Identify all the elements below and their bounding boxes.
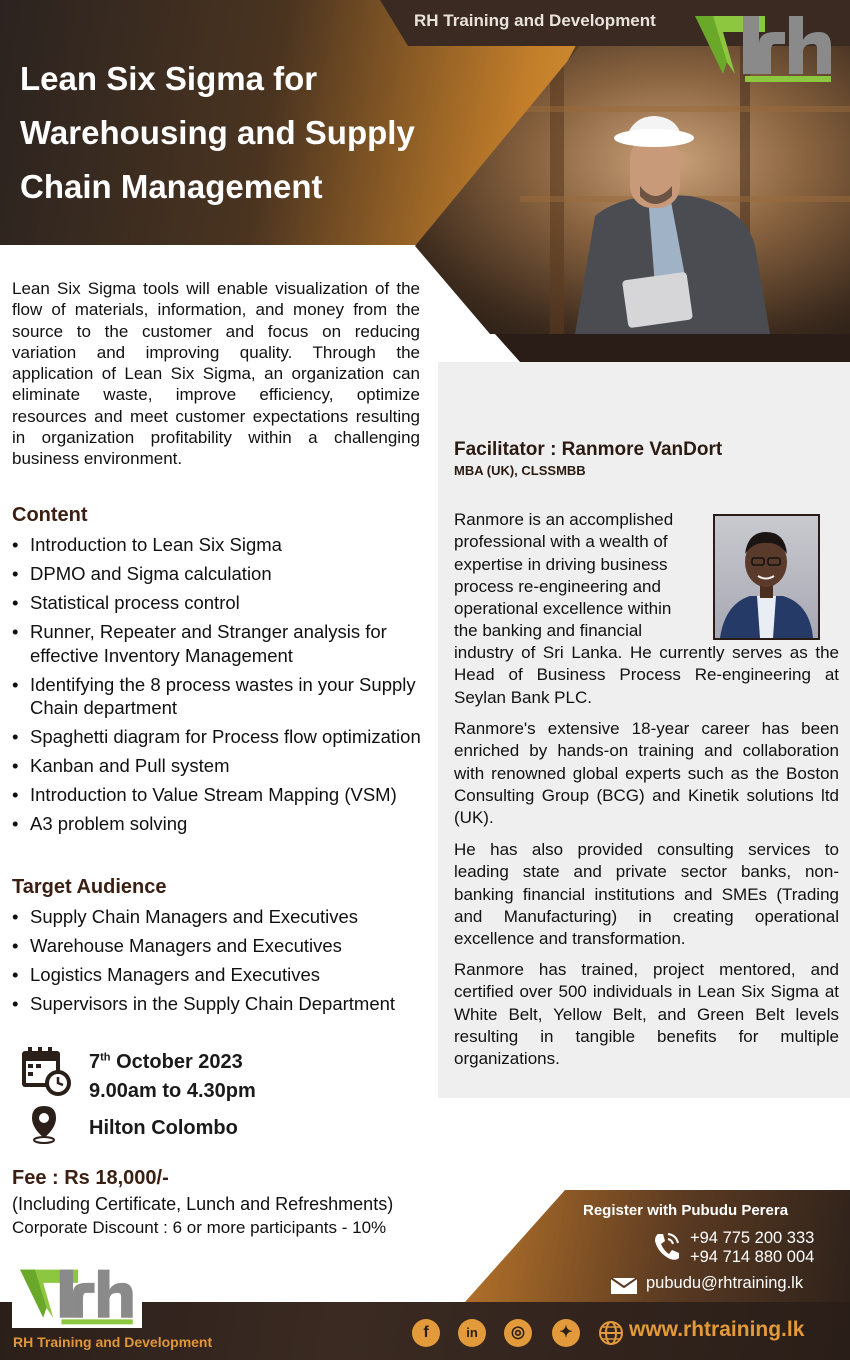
phone-number-2[interactable]: +94 714 880 004 <box>690 1248 815 1266</box>
target-audience-heading: Target Audience <box>12 876 167 898</box>
instagram-icon[interactable]: ◎ <box>504 1319 532 1347</box>
fee-includes: (Including Certificate, Lunch and Refreshments) <box>12 1194 394 1214</box>
title-line-1: Lean Six Sigma for <box>20 60 318 97</box>
corporate-discount: Corporate Discount : 6 or more participants - 10% <box>12 1218 387 1237</box>
list-item: • Introduction to Lean Six Sigma <box>12 533 432 557</box>
facilitator-name: Facilitator : Ranmore VanDort <box>454 439 723 460</box>
brand-name-footer: RH Training and Development <box>13 1334 213 1350</box>
phone-icon <box>652 1230 680 1262</box>
list-item: • Supervisors in the Supply Chain Department <box>12 992 432 1016</box>
date-day: 7 <box>89 1051 101 1073</box>
list-item: • A3 problem solving <box>12 812 432 836</box>
location-pin-icon <box>28 1104 60 1144</box>
content-list <box>12 533 432 841</box>
facilitator-photo <box>713 514 820 640</box>
register-title: Register with Pubudu Perera <box>583 1202 789 1219</box>
photo-bottom-bar <box>495 334 850 362</box>
date-month-year: October 2023 <box>110 1051 243 1073</box>
fee-amount: Fee : Rs 18,000/- <box>12 1167 169 1189</box>
list-item: • Kanban and Pull system <box>12 754 432 778</box>
event-date <box>89 1051 243 1074</box>
phone-number-1[interactable]: +94 775 200 333 <box>690 1229 815 1247</box>
list-item: • Logistics Managers and Executives <box>12 963 432 987</box>
facilitator-credentials: MBA (UK), CLSSMBB <box>454 463 586 478</box>
list-item: • Supply Chain Managers and Executives <box>12 905 432 929</box>
event-time: 9.00am to 4.30pm <box>89 1080 256 1102</box>
list-item: • Introduction to Value Stream Mapping (VSM) <box>12 783 432 807</box>
rh-logo <box>695 14 835 84</box>
facilitator-portrait <box>715 516 818 638</box>
facilitator-bio-2: Ranmore's extensive 18-year career has been enriched by hands-on training and collaboration with renowned global experts such as the Boston Consulting Group (BCG) and Kinetik solutions ltd (UK). <box>454 719 839 828</box>
globe-icon <box>598 1320 624 1346</box>
linkedin-icon[interactable]: in <box>458 1319 486 1347</box>
email-link[interactable]: pubudu@rhtraining.lk <box>646 1274 804 1292</box>
list-item: • Identifying the 8 process wastes in your Supply Chain department <box>12 673 432 720</box>
rh-logo-footer <box>18 1268 138 1326</box>
target-audience-list <box>12 905 432 1021</box>
course-title <box>20 52 460 214</box>
intro-paragraph: Lean Six Sigma tools will enable visualization of the flow of materials, information, and money from the source to the customer and focus on reducing variation and improving quality. Through the application of Lean Six Sigma, an organization can eliminate waste, improve efficiency, optimize resources and meet customer expectations resulting in organization profitability within a challenging business environment. <box>12 279 420 469</box>
list-item: • Warehouse Managers and Executives <box>12 934 432 958</box>
calendar-clock-icon <box>20 1045 72 1097</box>
brand-name-top: RH Training and Development <box>414 11 656 30</box>
event-venue: Hilton Colombo <box>89 1117 238 1139</box>
facebook-icon[interactable]: f <box>412 1319 440 1347</box>
title-line-2: Warehousing and Supply <box>20 114 415 151</box>
list-item: • Statistical process control <box>12 591 432 615</box>
content-heading: Content <box>12 504 88 526</box>
date-suffix: th <box>100 1051 111 1064</box>
facilitator-bio-1-continued: industry of Sri Lanka. He currently serves as the Head of Business Process Re-engineering at Seylan Bank PLC. <box>454 643 839 707</box>
facilitator-bio-1: Ranmore is an accomplished professional with a wealth of expertise in driving business process re-engineering and operational excellence within the banking and financial <box>454 510 674 641</box>
facilitator-bio-3: He has also provided consulting services to leading state and private sector banks, non-banking financial institutions and SMEs (Trading and Manufacturing) in creating operational excellence and transformation. <box>454 840 839 949</box>
list-item: • Spaghetti diagram for Process flow optimization <box>12 725 432 749</box>
website-link[interactable]: www.rhtraining.lk <box>629 1318 805 1341</box>
twitter-icon[interactable]: ✦ <box>552 1319 580 1347</box>
list-item: • DPMO and Sigma calculation <box>12 562 432 586</box>
mail-icon <box>610 1277 638 1295</box>
title-line-3: Chain Management <box>20 168 323 205</box>
list-item: • Runner, Repeater and Stranger analysis for effective Inventory Management <box>12 620 432 667</box>
facilitator-bio-4: Ranmore has trained, project mentored, and certified over 500 individuals in Lean Six Sigma at White Belt, Yellow Belt, and Green Belt levels resulting in tangible benefits for multiple organizations. <box>454 960 839 1069</box>
